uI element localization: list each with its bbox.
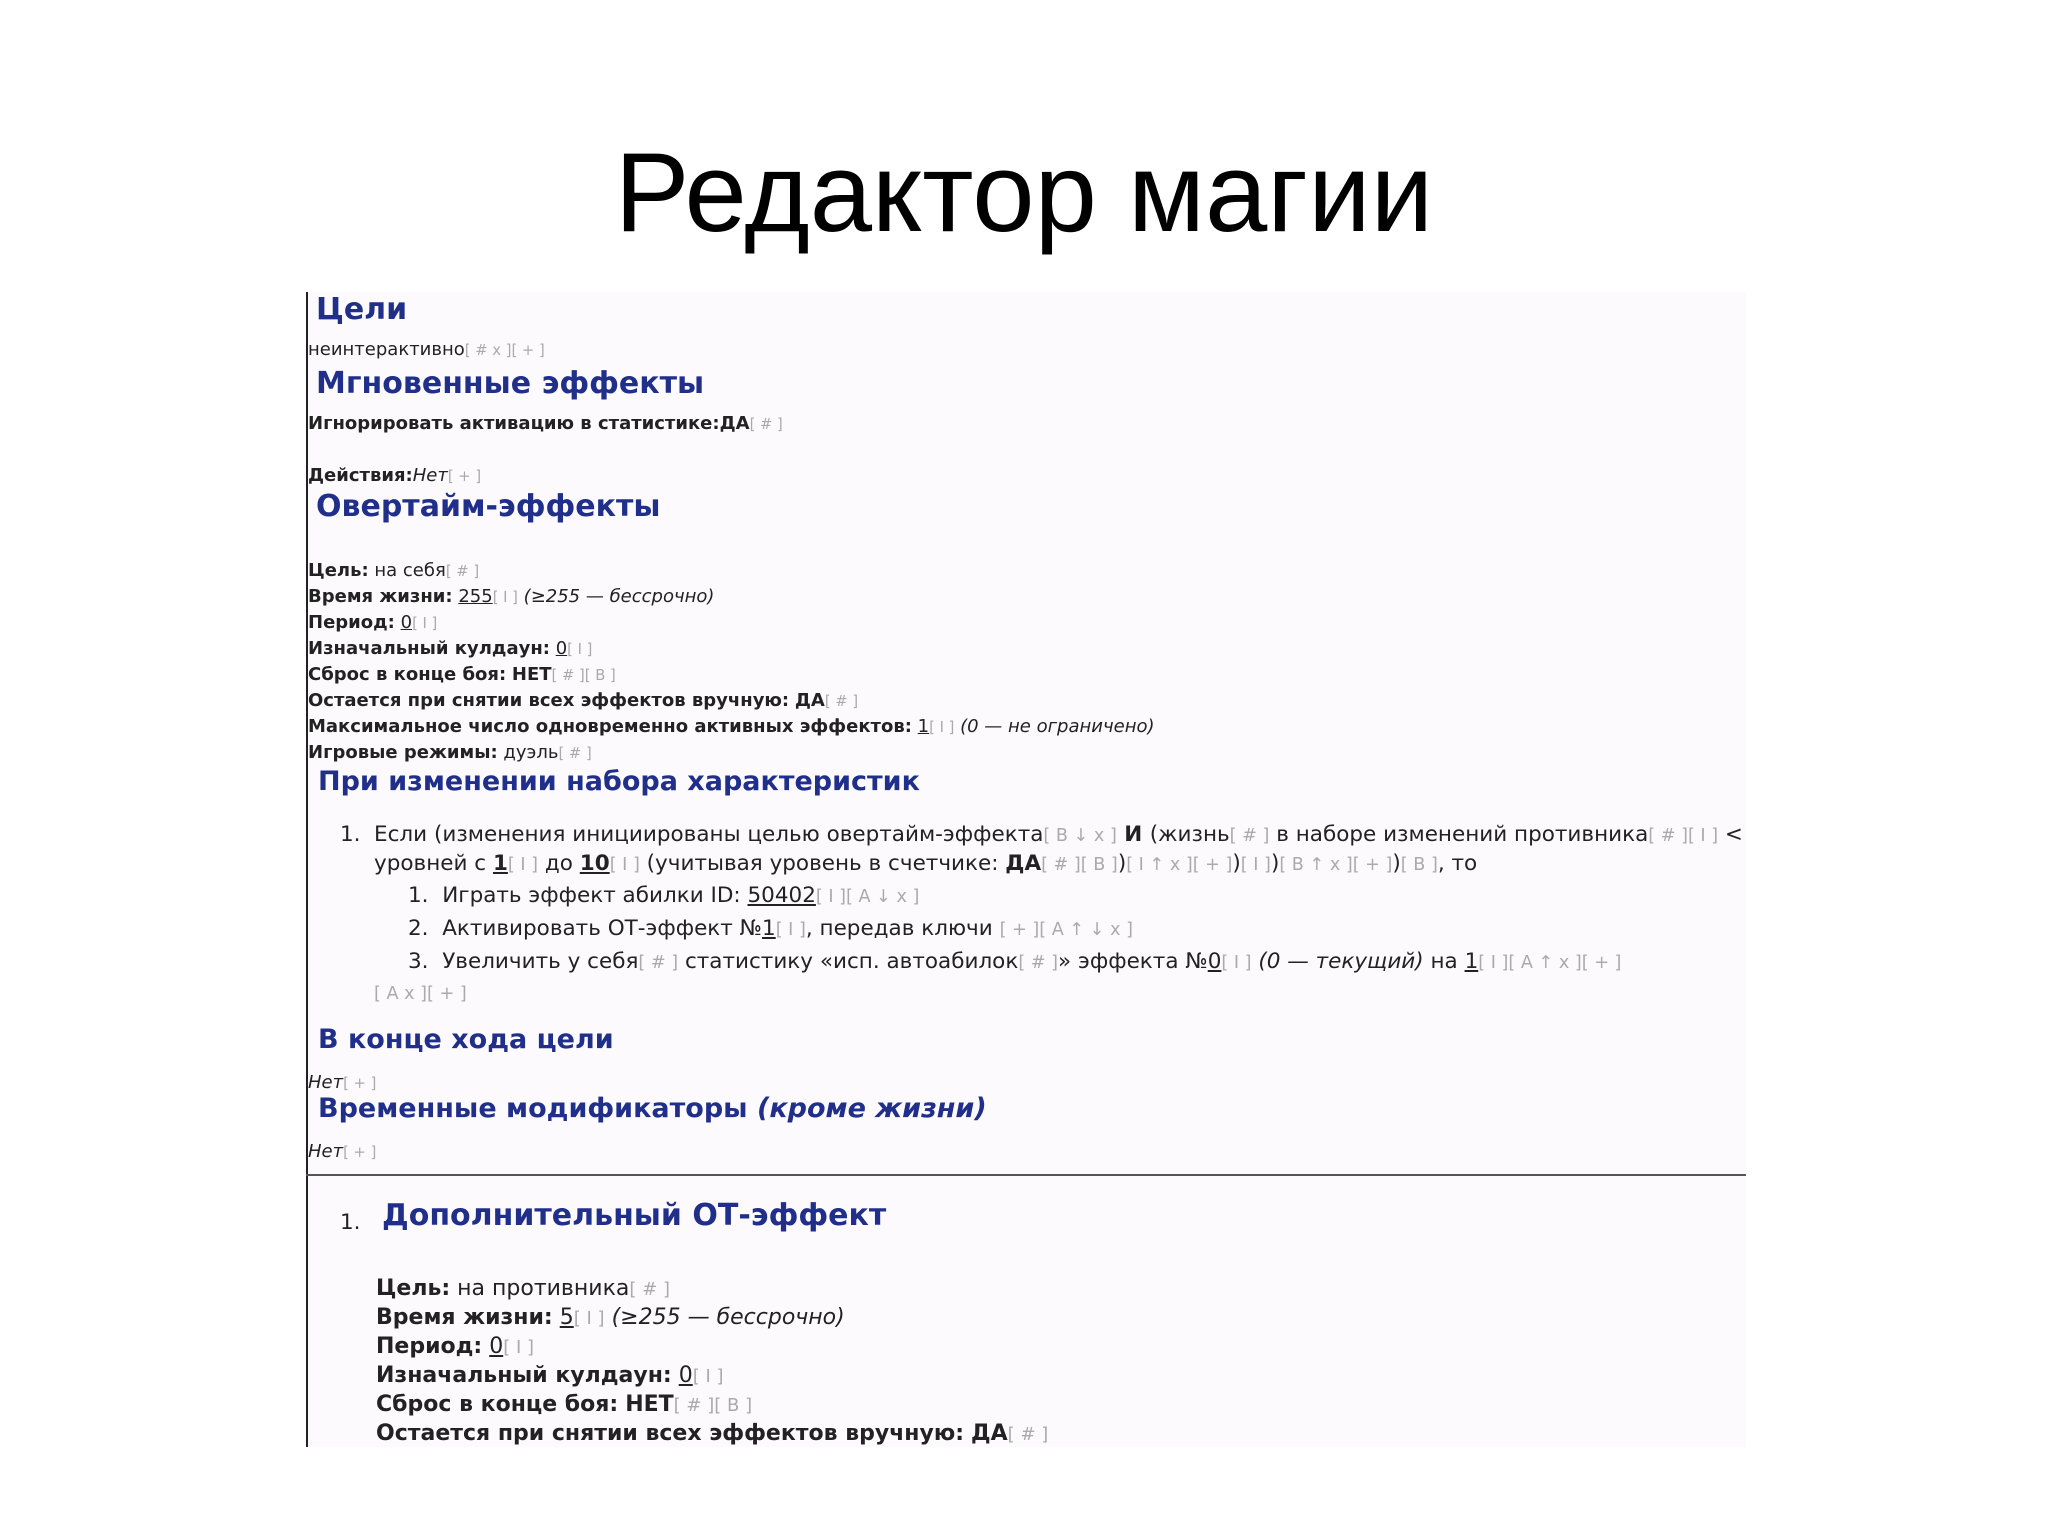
rule-text: уровней с — [374, 851, 493, 876]
action-text: Активировать ОТ-эффект № — [442, 916, 763, 941]
field-label: Остается при снятии всех эффектов вручную: — [308, 690, 790, 711]
action-text: на — [1423, 949, 1465, 974]
rule-text: (учитывая уровень в счетчике: — [639, 851, 1006, 876]
field-tool[interactable]: [ I ] — [929, 719, 955, 736]
action-tool[interactable]: [ # ] — [638, 953, 679, 973]
action-tool[interactable]: [ I ][ A ↓ x ] — [815, 887, 920, 907]
field-tool[interactable]: [ # ] — [629, 1279, 671, 1300]
rule-operator: И — [1116, 822, 1150, 847]
field-label: Время жизни: — [376, 1305, 553, 1330]
instant-actions-value: Нет — [412, 465, 448, 486]
rule-text: ) — [1270, 851, 1280, 876]
instant-actions-label: Действия: — [308, 465, 413, 486]
targets-edit-tool[interactable]: [ # x ] — [464, 342, 512, 359]
rule-text: (жизнь — [1149, 822, 1230, 847]
overtime-field-cooldown — [308, 638, 592, 659]
instant-ignore-value: ДА — [719, 413, 750, 434]
temp-modifiers-row — [308, 1141, 376, 1162]
rule-tool[interactable]: [ B ] — [1400, 855, 1438, 875]
extra-effect-number: 1. — [340, 1210, 361, 1235]
action-value-link[interactable]: 1 — [1464, 949, 1479, 974]
field-label: Остается при снятии всех эффектов вручную: — [376, 1421, 965, 1446]
overtime-field-lifetime — [308, 586, 714, 607]
targets-heading: Цели — [316, 292, 408, 327]
action-value-link[interactable]: 0 — [1207, 949, 1222, 974]
instant-actions-add-tool[interactable]: [ + ] — [447, 468, 482, 485]
rule-value: ДА — [1005, 851, 1042, 876]
action-value-link[interactable]: 1 — [762, 916, 776, 941]
instant-ignore-row — [308, 413, 783, 434]
instant-ignore-label: Игнорировать активацию в статистике: — [308, 413, 720, 434]
extra-field-period — [376, 1334, 534, 1359]
turn-end-add-tool[interactable]: [ + ] — [343, 1075, 377, 1092]
temp-modifiers-heading — [318, 1093, 987, 1124]
rule-text: до — [538, 851, 580, 876]
field-value: дуэль — [497, 742, 559, 763]
field-note: (≥255 — бессрочно) — [611, 1305, 845, 1330]
rule-condition-line1 — [374, 822, 1743, 847]
rule-text: в наборе изменений противника — [1269, 822, 1649, 847]
turn-end-value: Нет — [308, 1072, 344, 1093]
action-text: » эффекта № — [1058, 949, 1208, 974]
temp-modifiers-title: Временные модификаторы — [318, 1093, 757, 1124]
field-note: (≥255 — бессрочно) — [523, 586, 715, 607]
field-tool[interactable]: [ # ][ B ] — [673, 1395, 753, 1416]
field-value-link[interactable]: 1 — [917, 716, 930, 737]
field-tool[interactable]: [ # ] — [445, 563, 480, 580]
field-tool[interactable]: [ # ] — [1007, 1424, 1049, 1445]
overtime-field-period — [308, 612, 437, 633]
rule-value-link[interactable]: 10 — [579, 851, 610, 876]
field-value-link[interactable]: 0 — [555, 638, 568, 659]
field-value: на себя — [368, 560, 446, 581]
extra-field-lifetime — [376, 1305, 845, 1330]
overtime-field-max-active — [308, 716, 1155, 737]
action-text: Увеличить у себя — [442, 949, 639, 974]
field-tool[interactable]: [ I ] — [567, 641, 593, 658]
rule-action-2 — [408, 916, 1133, 941]
action-tool[interactable]: [ # ] — [1018, 953, 1059, 973]
rule-text: ) — [1117, 851, 1127, 876]
rule-tool[interactable]: [ # ][ I ] — [1648, 826, 1719, 846]
action-tool[interactable]: [ I ] — [775, 920, 806, 940]
targets-row — [308, 339, 545, 360]
temp-modifiers-add-tool[interactable]: [ + ] — [343, 1144, 377, 1161]
field-label: Максимальное число одновременно активных эффектов: — [308, 716, 912, 737]
field-note: (0 — не ограничено) — [960, 716, 1155, 737]
action-number: 1. — [408, 883, 429, 908]
action-tool[interactable]: [ I ][ A ↑ x ][ + ] — [1478, 953, 1622, 973]
section-divider — [306, 1174, 1746, 1176]
field-tool[interactable]: [ # ][ B ] — [551, 667, 616, 684]
field-label: Цель: — [308, 560, 369, 581]
field-value-link[interactable]: 0 — [489, 1334, 504, 1359]
rule-footer-tool[interactable]: [ A x ][ + ] — [374, 984, 467, 1004]
temp-modifiers-value: Нет — [308, 1141, 344, 1162]
action-text: Играть эффект абилки ID: — [442, 883, 748, 908]
turn-end-heading: В конце хода цели — [318, 1024, 614, 1055]
field-tool[interactable]: [ I ] — [412, 615, 438, 632]
rule-tool[interactable]: [ # ][ B ] — [1041, 855, 1118, 875]
turn-end-row — [308, 1072, 376, 1093]
action-note: (0 — текущий) — [1251, 949, 1424, 974]
extra-field-persist — [376, 1421, 1048, 1446]
rule-text: ) — [1392, 851, 1401, 876]
rule-text: , то — [1437, 851, 1478, 876]
rule-text: Если (изменения инициированы целью овертайм-эффекта — [374, 822, 1044, 847]
rule-value-link[interactable]: 1 — [492, 851, 508, 876]
rule-tool[interactable]: [ B ↑ x ][ + ] — [1279, 855, 1393, 875]
rule-number: 1. — [340, 822, 361, 847]
overtime-effects-heading: Овертайм-эффекты — [316, 489, 661, 524]
field-label: Цель: — [376, 1276, 451, 1301]
field-label: Изначальный кулдаун: — [308, 638, 550, 659]
extra-effect-heading: Дополнительный ОТ-эффект — [382, 1198, 887, 1233]
field-value-link[interactable]: 0 — [678, 1363, 693, 1388]
field-label: Период: — [376, 1334, 483, 1359]
action-number: 2. — [408, 916, 429, 941]
field-value-link[interactable]: 5 — [559, 1305, 574, 1330]
field-value: ДА — [971, 1421, 1008, 1446]
field-value: ДА — [794, 690, 825, 711]
rule-action-1 — [408, 883, 919, 908]
rule-action-3 — [408, 949, 1621, 974]
action-value-link[interactable]: 50402 — [747, 883, 816, 908]
on-stat-change-heading: При изменении набора характеристик — [318, 766, 920, 797]
targets-add-tool[interactable]: [ + ] — [511, 342, 545, 359]
field-value: НЕТ — [625, 1392, 674, 1417]
action-tool[interactable]: [ I ] — [1221, 953, 1252, 973]
rule-tool[interactable]: [ I ] — [1240, 855, 1271, 875]
temp-modifiers-title-note: (кроме жизни) — [756, 1093, 987, 1124]
rule-tool[interactable]: [ I ] — [609, 855, 640, 875]
extra-field-reset — [376, 1392, 752, 1417]
field-label: Игровые режимы: — [308, 742, 498, 763]
field-tool[interactable]: [ I ] — [692, 1366, 724, 1387]
overtime-field-target — [308, 560, 479, 581]
magic-editor-screenshot — [306, 292, 1746, 1447]
field-value: НЕТ — [511, 664, 552, 685]
rule-tool[interactable]: [ I ] — [507, 855, 539, 875]
action-tool[interactable]: [ + ][ A ↑ ↓ x ] — [999, 920, 1133, 940]
slide-title: Редактор магии — [614, 130, 1434, 255]
rule-footer-tools[interactable] — [374, 980, 467, 1005]
rule-text: ) — [1232, 851, 1241, 876]
field-label: Время жизни: — [308, 586, 453, 607]
targets-value: неинтерактивно — [308, 339, 465, 360]
instant-actions-row — [308, 465, 481, 486]
overtime-field-modes — [308, 742, 592, 763]
field-tool[interactable]: [ I ] — [573, 1308, 605, 1329]
instant-effects-heading: Мгновенные эффекты — [316, 366, 705, 401]
field-label: Сброс в конце боя: — [308, 664, 507, 685]
field-tool[interactable]: [ # ] — [558, 745, 592, 762]
action-number: 3. — [408, 949, 429, 974]
overtime-field-persist — [308, 690, 858, 711]
overtime-field-reset — [308, 664, 616, 685]
field-tool[interactable]: [ # ] — [824, 693, 859, 710]
field-label: Период: — [308, 612, 395, 633]
rule-text: < — [1718, 822, 1743, 847]
extra-field-target — [376, 1276, 670, 1301]
action-text: статистику «исп. автоабилок — [678, 949, 1019, 974]
field-value-link[interactable]: 0 — [400, 612, 413, 633]
extra-field-cooldown — [376, 1363, 724, 1388]
field-label: Изначальный кулдаун: — [376, 1363, 672, 1388]
rule-tool[interactable]: [ B ↓ x ] — [1043, 826, 1117, 846]
field-value: на противника — [450, 1276, 630, 1301]
rule-tool[interactable]: [ I ↑ x ][ + ] — [1126, 855, 1233, 875]
field-value-link[interactable]: 255 — [458, 586, 493, 607]
field-tool[interactable]: [ I ] — [503, 1337, 535, 1358]
rule-condition-line2 — [374, 851, 1477, 876]
rule-tool[interactable]: [ # ] — [1229, 826, 1270, 846]
action-text: , передав ключи — [805, 916, 1000, 941]
field-label: Сброс в конце боя: — [376, 1392, 619, 1417]
instant-ignore-tool[interactable]: [ # ] — [749, 416, 783, 433]
field-tool[interactable]: [ I ] — [492, 589, 518, 606]
